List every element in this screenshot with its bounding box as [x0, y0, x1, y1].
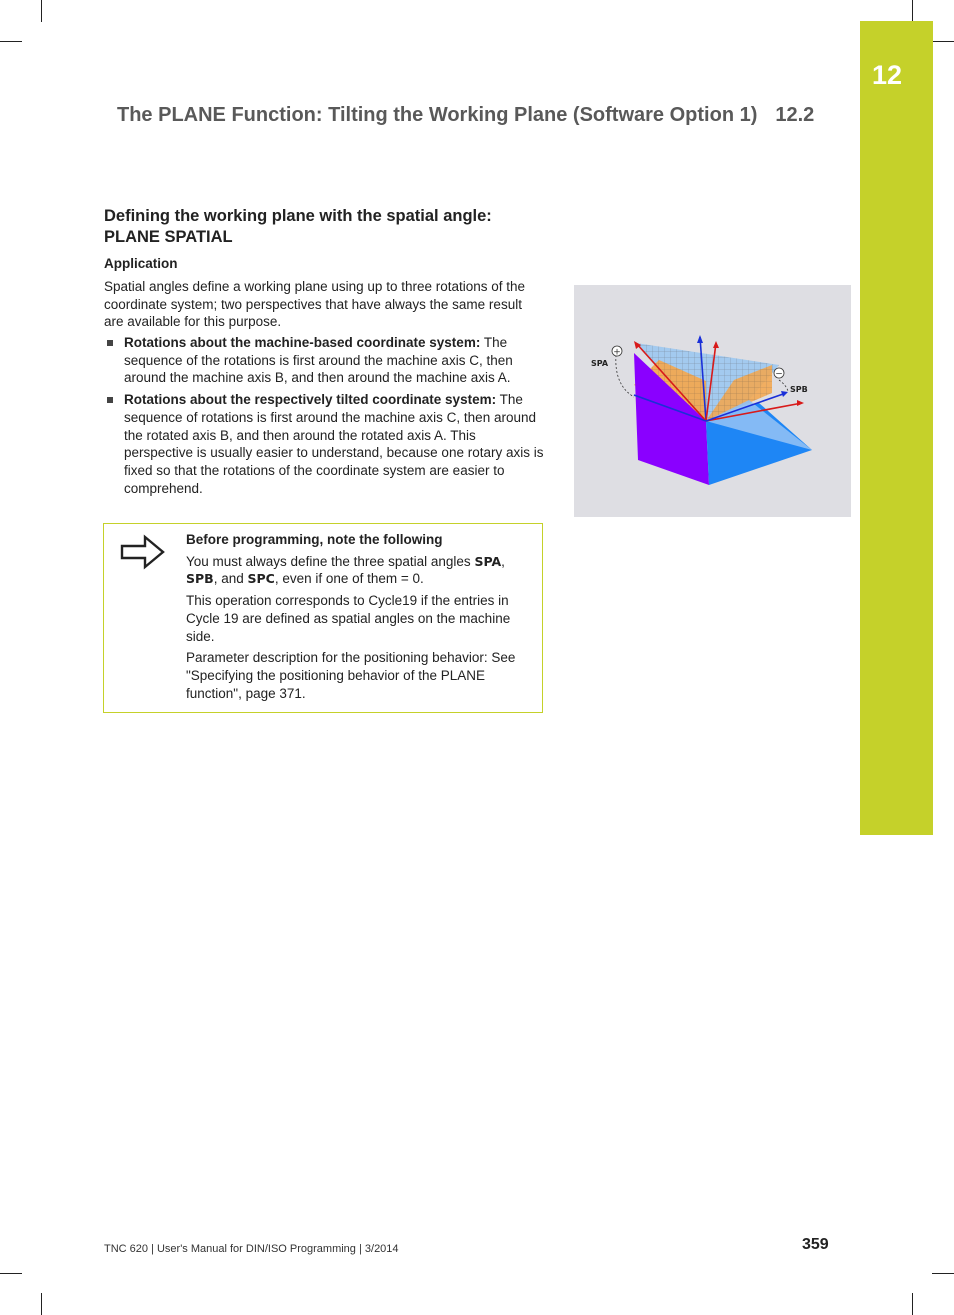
list-item [104, 334, 544, 387]
crop-mark [41, 1293, 42, 1315]
footer-text: TNC 620 | User's Manual for DIN/ISO Programming | 3/2014 [104, 1243, 399, 1255]
chapter-tab [860, 21, 933, 835]
running-header [117, 104, 814, 127]
note-text: You must always define the three spatial angles [186, 553, 475, 569]
minus-sign: − [775, 369, 783, 380]
bullet-square-icon [107, 397, 113, 403]
plus-sign: + [613, 347, 621, 358]
header-title: The PLANE Function: Tilting the Working Plane (Software Option 1) [117, 104, 758, 126]
note-box [103, 523, 543, 713]
note-paragraph: Parameter description for the positioning behavior: See "Specifying the positioning behavior of the PLANE function", page 371. [186, 650, 516, 701]
bullet-bold: Rotations about the machine-based coordinate system: [124, 335, 481, 350]
bullet-square-icon [107, 340, 113, 346]
spb-arc [779, 380, 788, 391]
list-item [104, 391, 544, 497]
keyword-spa: SPA [474, 553, 502, 569]
crop-mark [0, 1273, 22, 1274]
note-text: , and [213, 571, 248, 587]
note-paragraph: This operation corresponds to Cycle19 if the entries in Cycle 19 are defined as spatial angles on the machine side. [186, 593, 511, 644]
plane-diagram [574, 285, 851, 517]
arrowhead [797, 400, 804, 406]
page-number: 359 [802, 1236, 829, 1253]
note-text: , [501, 553, 505, 569]
bullet-list [104, 334, 544, 501]
arrow-right-icon [119, 534, 167, 570]
keyword-spc: SPC [247, 571, 275, 587]
bullet-text: The sequence of rotations is first around the machine axis C, then around the rotated axis B, and then around the rotated axis A. This perspective is usually easier to understand, because one rotary axis is fixed so that the rotations of the coordinate system are easier to comprehend. [124, 392, 544, 496]
crop-mark [932, 1273, 954, 1274]
crop-mark [912, 1293, 913, 1315]
spatial-angle-figure [574, 285, 851, 517]
note-paragraph [186, 553, 536, 588]
arrowhead [713, 341, 719, 348]
intro-paragraph: Spatial angles define a working plane using up to three rotations of the coordinate system; two perspectives that have always the same result are available for this purpose. [104, 279, 526, 330]
header-section: 12.2 [775, 104, 815, 126]
chapter-number: 12 [872, 60, 903, 90]
spa-arc [616, 355, 634, 397]
crop-mark [0, 41, 22, 42]
bullet-bold: Rotations about the respectively tilted coordinate system: [124, 392, 497, 408]
crop-mark [41, 0, 42, 22]
keyword-spb: SPB [186, 571, 214, 587]
bullet-text: The sequence of the rotations is first around the machine axis C, then around the machine axis B, and then around the machine axis A. [124, 335, 513, 386]
crop-mark [912, 0, 913, 22]
note-title: Before programming, note the following [186, 532, 443, 547]
arrowhead [781, 391, 788, 397]
note-content [186, 531, 536, 706]
subheading: Application [104, 256, 178, 271]
note-text: , even if one of them = 0. [274, 571, 424, 587]
crop-mark [932, 41, 954, 42]
label-spa: SPA [591, 359, 609, 368]
arrowhead [697, 335, 703, 343]
label-spb: SPB [790, 385, 808, 394]
section-heading: Defining the working plane with the spatial angle: PLANE SPATIAL [104, 207, 492, 246]
